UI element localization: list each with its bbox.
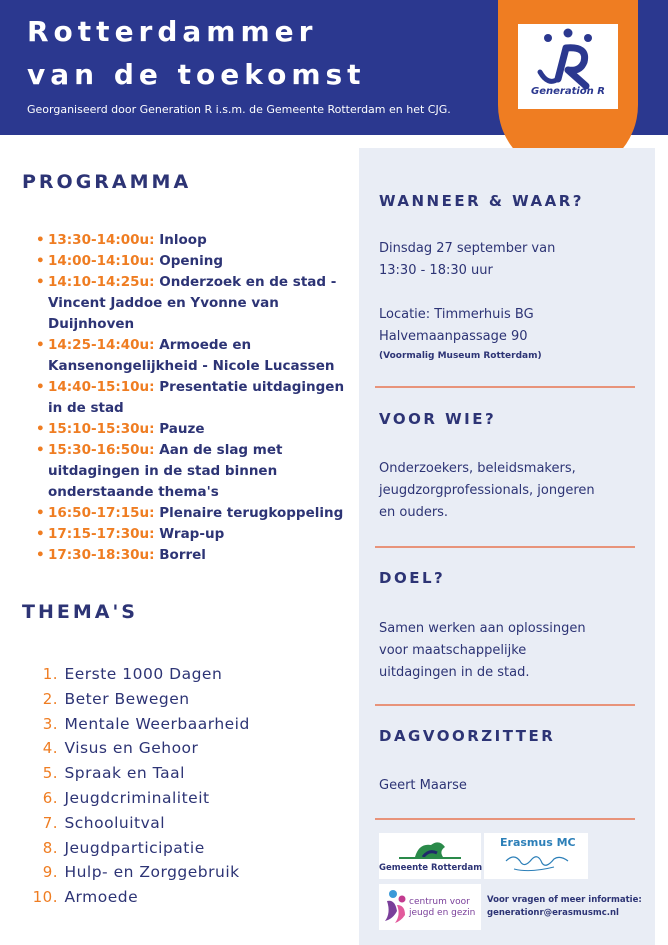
- gemeente-rotterdam-logo: [379, 833, 481, 879]
- cjg-figure-icon: [381, 887, 411, 927]
- list-item: • 17:30-18:30u: Borrel: [36, 545, 346, 566]
- location-note: (Voormalig Museum Rotterdam): [379, 351, 542, 361]
- dagvoorzitter-name: Geert Maarse: [379, 778, 467, 793]
- doel-text: Samen werken aan oplossingen voor maatschappelijke uitdagingen in de stad.: [379, 621, 586, 680]
- list-item: • 15:10-15:30u: Pauze: [36, 419, 346, 440]
- list-item: 9. Hulp- en Zorggebruik: [42, 863, 240, 882]
- cjg-logo: [379, 884, 481, 930]
- list-item: 10. Armoede: [32, 888, 139, 907]
- list-item: 7. Schooluitval: [42, 813, 166, 832]
- divider: [375, 704, 635, 706]
- title-line-1: Rotterdammer: [27, 15, 318, 48]
- list-item: 8. Jeugdparticipatie: [42, 838, 205, 857]
- wanneer-date: Dinsdag 27 september van 13:30 - 18:30 uur: [379, 241, 556, 278]
- list-item: • 14:10-14:25u: Onderzoek en de stad - Vincent Jaddoe en Yvonne van Duijnhoven: [36, 272, 346, 335]
- divider: [375, 386, 635, 388]
- doel-heading: DOEL?: [379, 569, 446, 587]
- list-item: 2. Beter Bewegen: [42, 689, 190, 708]
- erasmus-mc-logo: [484, 833, 588, 879]
- dagvoorzitter-heading: DAGVOORZITTER: [379, 727, 556, 745]
- list-item: • 13:30-14:00u: Inloop: [36, 230, 346, 251]
- programma-heading: PROGRAMMA: [22, 171, 192, 193]
- erasmus-signature-icon: [484, 849, 588, 879]
- title-line-2: van de toekomst: [27, 58, 366, 91]
- list-item: • 14:40-15:10u: Presentatie uitdagingen in de stad: [36, 377, 346, 419]
- divider: [375, 546, 635, 548]
- logo-text: Generation R: [531, 86, 605, 97]
- subtitle: Georganiseerd door Generation R i.s.m. de Gemeente Rotterdam en het CJG.: [27, 103, 451, 116]
- programma-list: [36, 230, 346, 566]
- erasmus-label: Erasmus MC: [500, 836, 576, 849]
- themas-list: [26, 662, 250, 910]
- gemeente-label: Gemeente Rotterdam: [379, 863, 483, 873]
- cjg-label-1: centrum voor: [409, 897, 470, 907]
- list-item: 4. Visus en Gehoor: [42, 739, 199, 758]
- divider: [375, 818, 635, 820]
- voorwie-text: Onderzoekers, beleidsmakers, jeugdzorgprofessionals, jongeren en ouders.: [379, 461, 595, 520]
- contact-email[interactable]: generationr@erasmusmc.nl: [487, 908, 619, 918]
- gemeente-lion-icon: [379, 835, 481, 865]
- list-item: • 15:30-16:50u: Aan de slag met uitdagingen in de stad binnen onderstaande thema's: [36, 440, 346, 503]
- list-item: • 14:00-14:10u: Opening: [36, 251, 346, 272]
- list-item: • 14:25-14:40u: Armoede en Kansenongelijkheid - Nicole Lucassen: [36, 335, 346, 377]
- list-item: 5. Spraak en Taal: [42, 764, 185, 783]
- list-item: • 17:15-17:30u: Wrap-up: [36, 524, 346, 545]
- voorwie-heading: VOOR WIE?: [379, 410, 497, 428]
- generation-r-logo: [518, 24, 618, 109]
- themas-heading: THEMA'S: [22, 601, 138, 623]
- contact-info: Voor vragen of meer informatie: generationr@erasmusmc.nl: [487, 895, 642, 918]
- list-item: 6. Jeugdcriminaliteit: [42, 788, 210, 807]
- wanneer-heading: WANNEER & WAAR?: [379, 192, 584, 210]
- wanneer-location: Locatie: Timmerhuis BG Halvemaanpassage 90: [379, 307, 534, 344]
- list-item: 3. Mentale Weerbaarheid: [42, 714, 250, 733]
- list-item: • 16:50-17:15u: Plenaire terugkoppeling: [36, 503, 346, 524]
- cjg-label-2: jeugd en gezin: [409, 908, 476, 918]
- list-item: 1. Eerste 1000 Dagen: [42, 665, 223, 683]
